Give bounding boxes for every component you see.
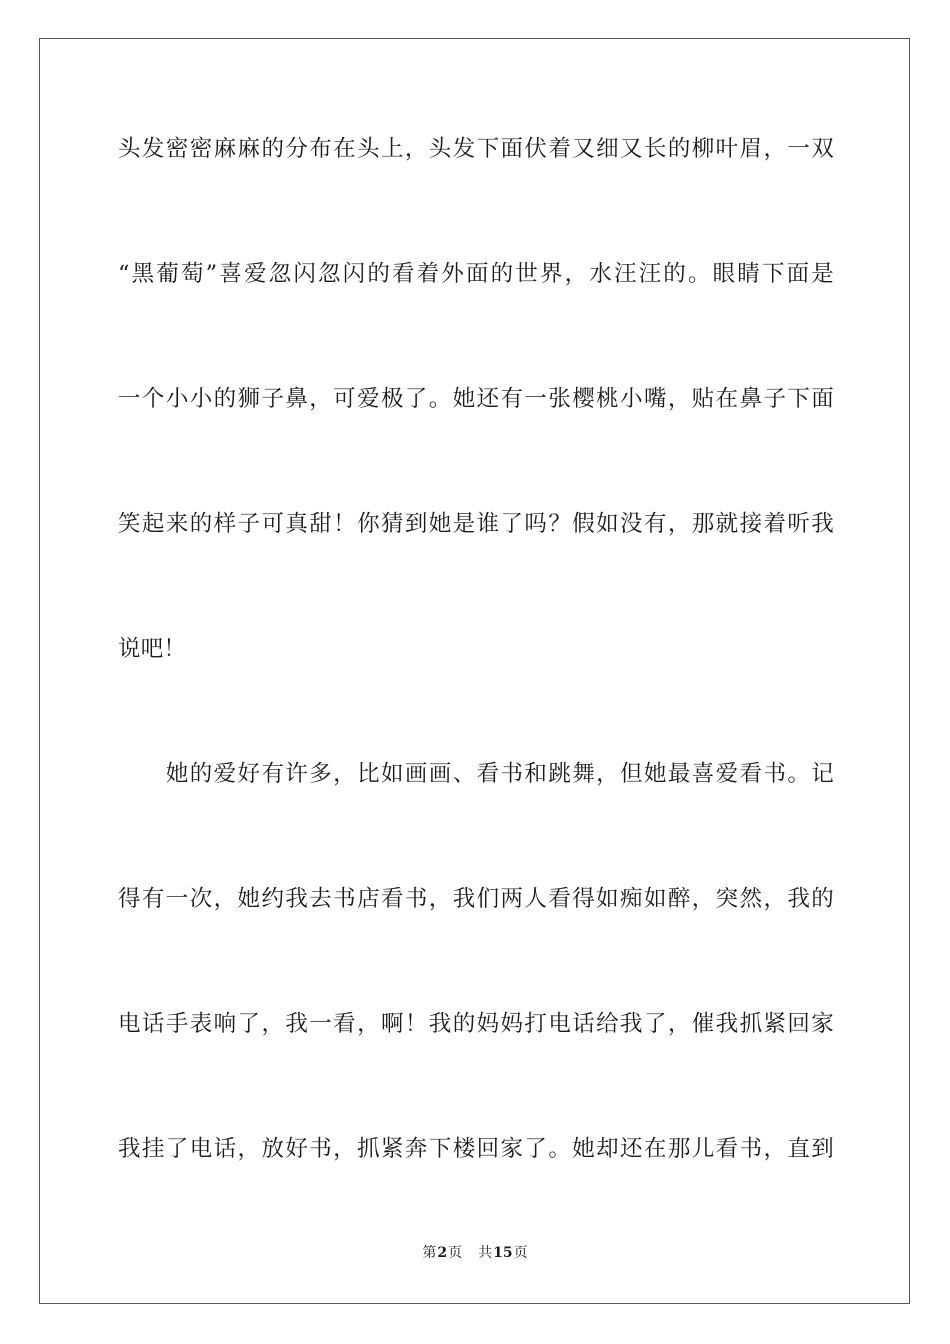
total-prefix: 共 (478, 1245, 493, 1261)
body-text-line-8: 电话手表响了，我一看，啊！我的妈妈打电话给我了，催我抓紧回家 (118, 1011, 834, 1037)
page-footer (0, 1243, 950, 1263)
total-suffix: 页 (513, 1245, 528, 1261)
page-number: 2 (437, 1245, 448, 1261)
page-border (39, 38, 910, 1304)
body-text-line-7: 得有一次，她约我去书店看书，我们两人看得如痴如醉，突然，我的 (118, 886, 834, 912)
body-text-line-9: 我挂了电话，放好书，抓紧奔下楼回家了。她却还在那儿看书，直到 (118, 1136, 834, 1162)
page-suffix: 页 (448, 1245, 463, 1261)
body-text-line-6: 她的爱好有许多，比如画画、看书和跳舞，但她最喜爱看书。记 (118, 761, 834, 787)
body-text-line-1: 头发密密麻麻的分布在头上，头发下面伏着又细又长的柳叶眉，一双 (118, 136, 834, 162)
page-prefix: 第 (422, 1245, 437, 1261)
body-text-line-4: 笑起来的样子可真甜！你猜到她是谁了吗？假如没有，那就接着听我 (118, 511, 834, 537)
body-text-line-2: “黑葡萄”喜爱忽闪忽闪的看着外面的世界，水汪汪的。眼睛下面是 (118, 261, 834, 287)
body-text-line-3: 一个小小的狮子鼻，可爱极了。她还有一张樱桃小嘴，贴在鼻子下面 (118, 386, 834, 412)
body-text-line-5: 说吧！ (118, 636, 187, 662)
total-pages: 15 (493, 1245, 513, 1261)
